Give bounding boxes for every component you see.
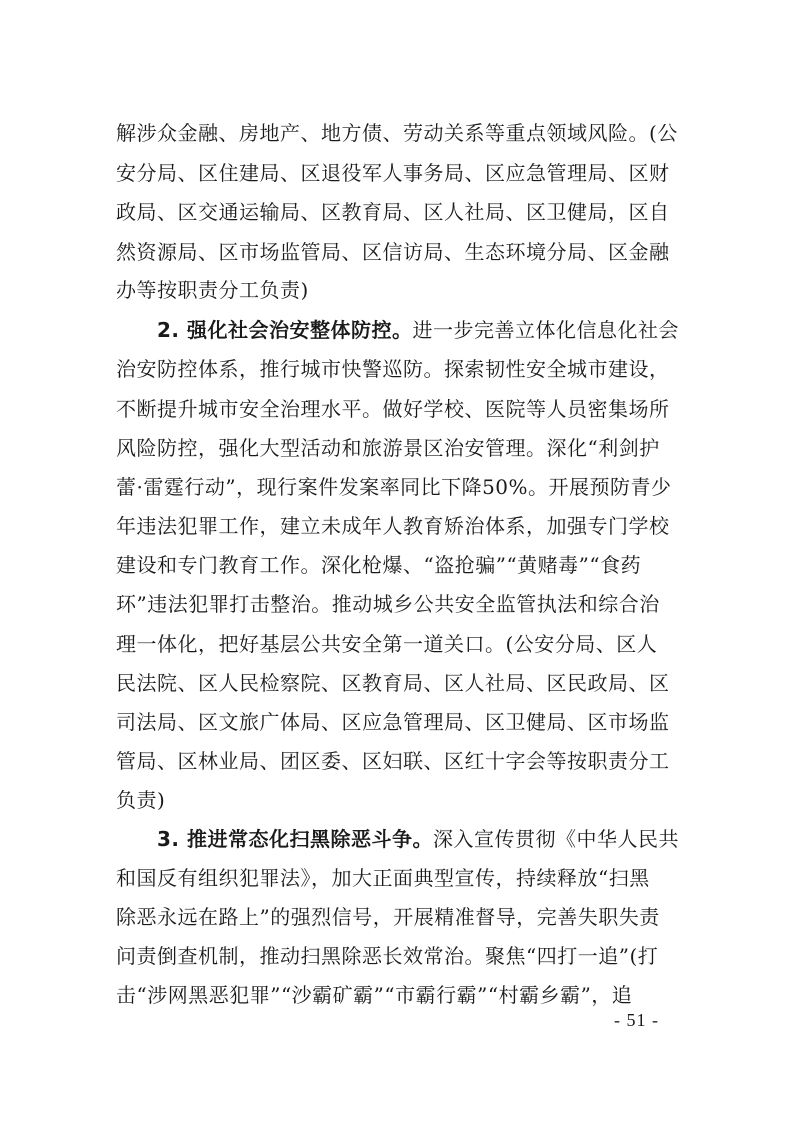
text-line: 负责): [116, 788, 166, 812]
section-heading: 3. 推进常态化扫黑除恶斗争。: [157, 827, 433, 851]
text-line: 不断提升城市安全治理水平。做好学校、医院等人员密集场所: [116, 397, 670, 421]
text-line: 管局、区林业局、团区委、区妇联、区红十字会等按职责分工: [116, 749, 670, 773]
page-number: - 51 -: [614, 1010, 659, 1030]
text-line: 然资源局、区市场监管局、区信访局、生态环境分局、区金融: [116, 240, 670, 264]
text-line: 治安防控体系，推行城市快警巡防。探索韧性安全城市建设，: [116, 357, 670, 381]
text-line: 理一体化，把好基层公共安全第一道关口。(公安分局、区人: [116, 632, 658, 656]
text-line: 办等按职责分工负责): [116, 278, 309, 302]
text-line: 环”违法犯罪打击整治。推动城乡公共安全监管执法和综合治: [116, 592, 660, 616]
section-heading: 2. 强化社会治安整体防控。: [157, 318, 413, 342]
text-line: 解涉众金融、房地产、地方债、劳动关系等重点领域风险。(公: [116, 121, 678, 145]
text-line: 政局、区交通运输局、区教育局、区人社局、区卫健局，区自: [116, 200, 670, 224]
text-line: 除恶永远在路上”的强烈信号，开展精准督导，完善失职失责: [116, 905, 660, 929]
text-line: 问责倒查机制，推动扫黑除恶长效常治。聚焦“四打一追”(打: [116, 944, 659, 968]
text-line: 安分局、区住建局、区退役军人事务局、区应急管理局、区财: [116, 161, 670, 185]
text-line: 击“涉网黑恶犯罪”“沙霸矿霸”“市霸行霸”“村霸乡霸”，追: [116, 983, 633, 1007]
text-line: 民法院、区人民检察院、区教育局、区人社局、区民政局、区: [116, 671, 670, 695]
text-line: 年违法犯罪工作，建立未成年人教育矫治体系，加强专门学校: [116, 514, 670, 538]
section-heading-line: 3. 推进常态化扫黑除恶斗争。深入宣传贯彻《中华人民共: [157, 827, 679, 851]
text-line: 建设和专门教育工作。深化枪爆、“盗抢骗”“黄赌毒”“食药: [116, 553, 642, 577]
text-line: 蕾·雷霆行动”，现行案件发案率同比下降50%。开展预防青少: [116, 475, 672, 499]
section-heading-line: 2. 强化社会治安整体防控。进一步完善立体化信息化社会: [157, 318, 679, 342]
text-line: 司法局、区文旅广体局、区应急管理局、区卫健局、区市场监: [116, 710, 670, 734]
text-line: 和国反有组织犯罪法》，加大正面典型宣传，持续释放“扫黑: [116, 866, 650, 890]
text-line: 风险防控，强化大型活动和旅游景区治安管理。深化“利剑护: [116, 436, 660, 460]
